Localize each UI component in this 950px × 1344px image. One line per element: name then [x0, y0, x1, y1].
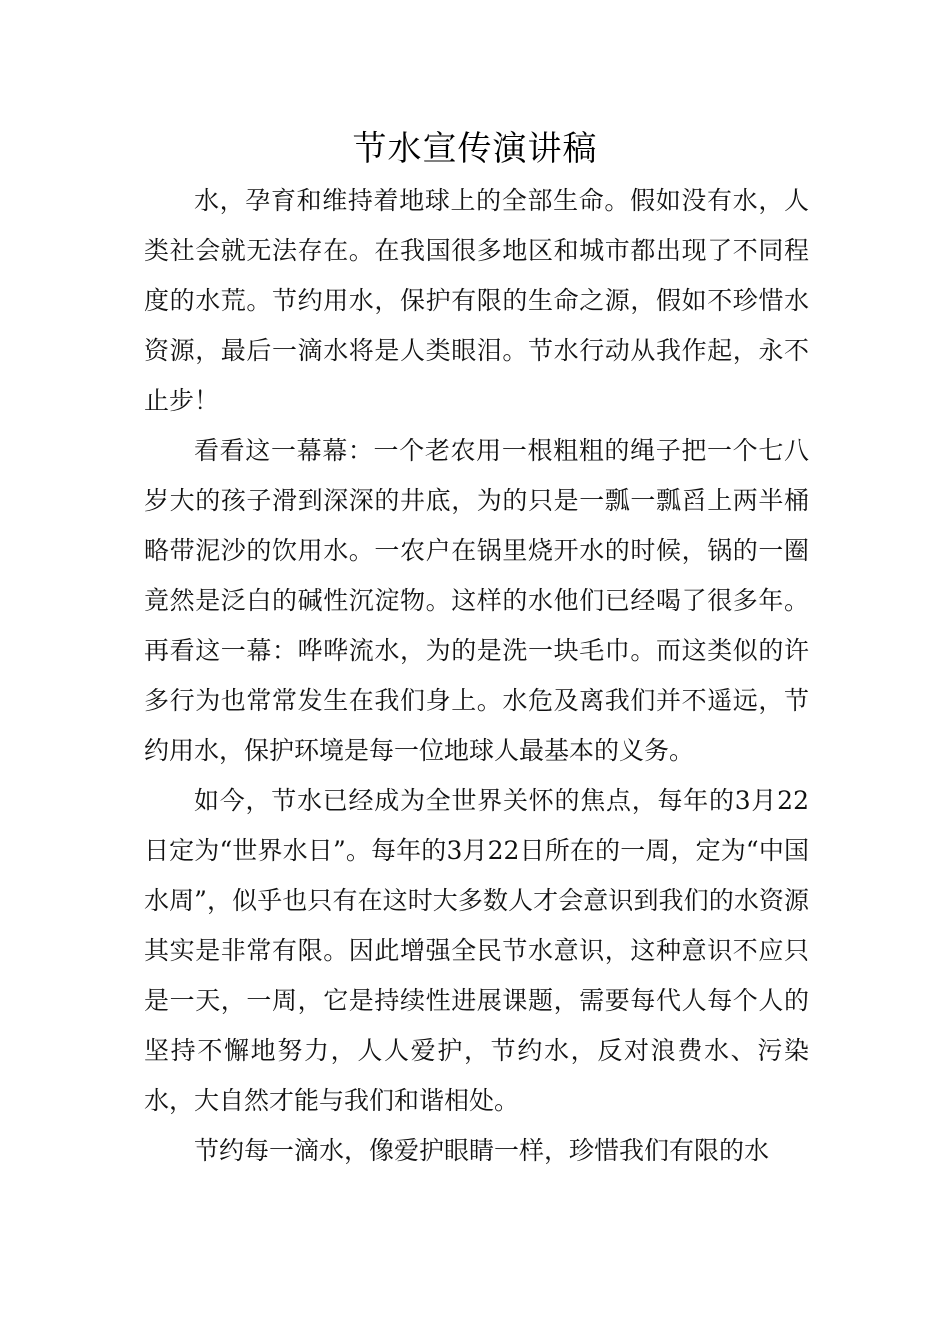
paragraph-4: 节约每一滴水，像爱护眼睛一样，珍惜我们有限的水	[194, 1136, 770, 1165]
paragraph-2: 看看这一幕幕：一个老农用一根粗粗的绳子把一个七八岁大的孩子滑到深深的井底，为的只是一瓢一瓢舀上两半桶略带泥沙的饮用水。一农户在锅里烧开水的时候，锅的一圈竟然是泛白的碱性沉淀物。这样的水他们已经喝了很多年。再看这一幕：哗哗流水，为的是洗一块毛巾。而这类似的许多行为也常常发生在我们身上。水危及离我们并不遥远，节约用水，保护环境是每一位地球人最基本的义务。	[144, 436, 809, 765]
paragraph-3: 如今，节水已经成为全世界关怀的焦点，每年的3月22日定为“世界水日”。每年的3月22日所在的一周，定为“中国水周”，似乎也只有在这时大多数人才会意识到我们的水资源其实是非常有限。因此增强全民节水意识，这种意识不应只是一天，一周，它是持续性进展课题，需要每代人每个人的坚持不懈地努力，人人爱护，节约水，反对浪费水、污染水，大自然才能与我们和谐相处。	[144, 786, 809, 1115]
document-title: 节水宣传演讲稿	[352, 129, 598, 169]
document-body	[144, 176, 809, 1176]
paragraph-1: 水，孕育和维持着地球上的全部生命。假如没有水，人类社会就无法存在。在我国很多地区和城市都出现了不同程度的水荒。节约用水，保护有限的生命之源，假如不珍惜水资源，最后一滴水将是人类眼泪。节水行动从我作起，永不止步！	[144, 186, 809, 415]
